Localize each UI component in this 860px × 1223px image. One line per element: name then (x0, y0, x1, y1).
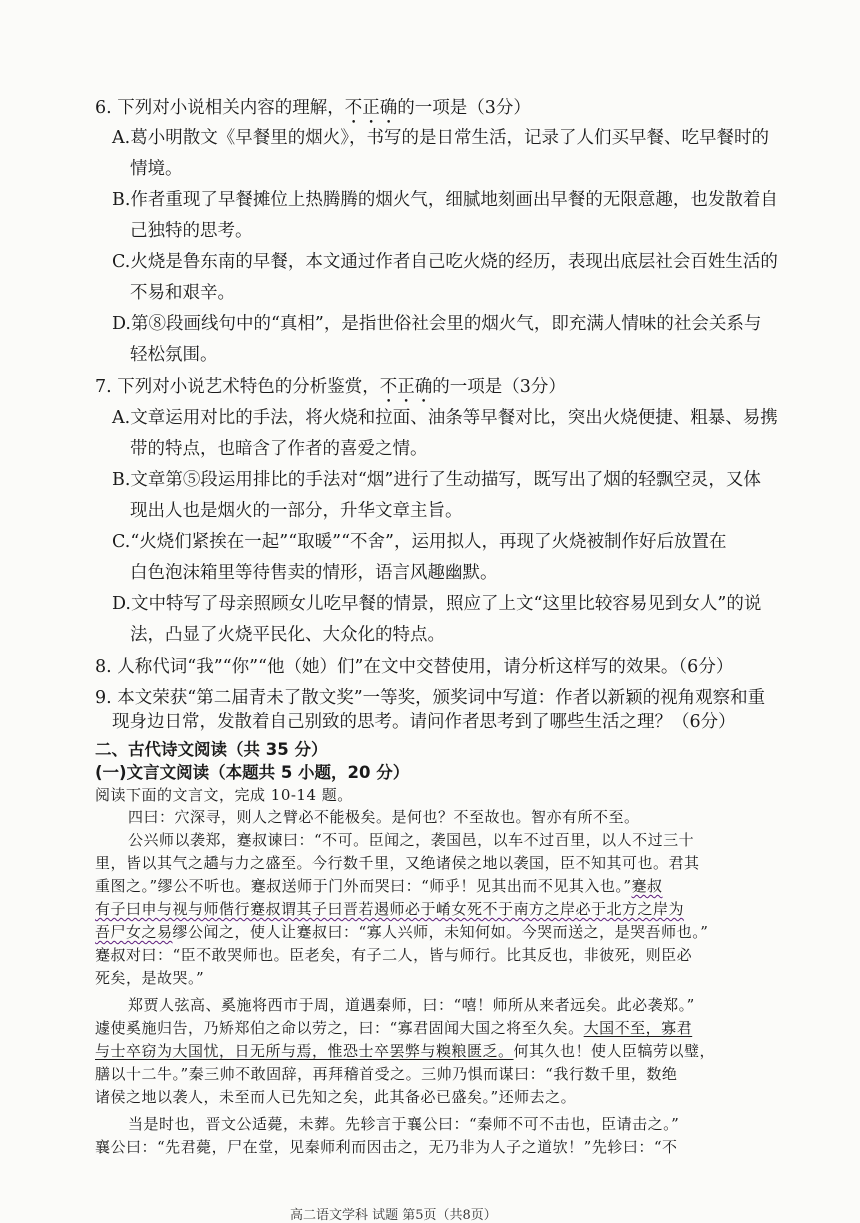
q6-stem-text: 6. 下列对小说相关内容的理解， (95, 98, 345, 118)
underlined-text: 大国不至，寡君 (583, 1019, 693, 1037)
q6-option-b-cont: 己独特的思考。 (130, 221, 253, 241)
passage-line: 里，皆以其气之趫与力之盛至。今行数千里，又绝诸侯之地以袭国，臣不知其可也。君其 (95, 854, 700, 872)
q6-option-a: A.葛小明散文《早餐里的烟火》，书写的是日常生活，记录了人们买早餐、吃早餐时的 (112, 128, 769, 148)
passage-line (95, 1017, 692, 1039)
page-footer: 高二语文学科 试题 第5页（共8页） (290, 1208, 497, 1223)
q6-option-a-cont: 情境。 (130, 159, 183, 179)
wavy-underlined-text: 有子曰申与视与师偕行蹇叔谓其子曰晋若遏师必于崤女死不于南方之岸必于北方之岸为 (95, 900, 685, 918)
q6-option-c: C.火烧是鲁东南的早餐，本文通过作者自己吃火烧的经历，表现出底层社会百姓生活的 (112, 252, 778, 272)
passage-text: 缪公闻之，使人让蹇叔曰：“寡人兴师，未知何如。今哭而送之，是哭吾师也。” (172, 923, 709, 941)
passage-line (95, 921, 708, 943)
q9-stem: 9. 本文荣获“第二届青未了散文奖”一等奖，颁奖词中写道：作者以新颖的视角观察和重 (95, 688, 766, 708)
q7-option-b-cont: 现出人也是烟火的一部分，升华文章主旨。 (130, 501, 463, 521)
subsection-heading: (一)文言文阅读（本题共 5 小题，20 分） (95, 763, 410, 782)
q7-stem (95, 375, 566, 407)
q7-stem-text: 7. 下列对小说艺术特色的分析鉴赏， (95, 377, 380, 397)
passage-text: 何其久也！使人臣犒劳以璧， (513, 1042, 716, 1060)
passage-line: 膳以十二牛。”秦三帅不敢固辞，再拜稽首受之。三帅乃惧而谋曰：“我行数千里，数绝 (95, 1065, 678, 1083)
passage-text: 遽使奚施归告，乃矫郑伯之命以劳之，曰：“寡君固闻大国之将至久矣。 (95, 1019, 584, 1037)
underlined-text: 与士卒窃为大国忧，日无所与焉，惟恐士卒罢弊与糗粮匮乏。 (95, 1042, 514, 1060)
passage-line: 当是时也，晋文公适薨，未葬。先轸言于襄公曰：“秦师不可不击也，臣请击之。” (128, 1115, 680, 1133)
q7-option-c: C.“火烧们紧挨在一起”“取暖”“不舍”，运用拟人，再现了火烧被制作好后放置在 (112, 532, 727, 552)
passage-line: 四曰：穴深寻，则人之臂必不能极矣。是何也？不至故也。智亦有所不至。 (128, 808, 640, 826)
passage-line: 公兴师以袭郑，蹇叔谏曰：“不可。臣闻之，袭国邑，以车不过百里，以人不过三十 (128, 831, 695, 849)
q7-option-c-cont: 白色泡沫箱里等待售卖的情形，语言风趣幽默。 (130, 563, 498, 583)
q6-option-d-cont: 轻松氛围。 (130, 345, 218, 365)
q6-emphasis: 不正确 (344, 98, 398, 118)
q7-emphasis: 不正确 (379, 377, 433, 397)
q7-option-d: D.文中特写了母亲照顾女儿吃早餐的情景，照应了上文“这里比较容易见到女人”的说 (112, 594, 762, 614)
q7-option-a-cont: 带的特点，也暗含了作者的喜爱之情。 (130, 439, 428, 459)
wavy-underlined-text: 吾尸女之易 (95, 923, 173, 941)
q8-stem: 8. 人称代词“我”“你”“他（她）们”在文中交替使用，请分析这样写的效果。（6分） (95, 657, 734, 677)
passage-line: 死矣，是故哭。” (95, 969, 205, 987)
passage-line: 襄公曰：“先君薨，尸在堂，见秦师利而因击之，无乃非为人子之道欤！”先轸曰：“不 (95, 1138, 678, 1156)
q6-option-d: D.第⑧段画线句中的“真相”，是指世俗社会里的烟火气，即充满人情味的社会关系与 (112, 314, 762, 334)
q6-option-c-cont: 不易和艰辛。 (130, 283, 235, 303)
q7-score: 的一项是（3分） (432, 377, 566, 397)
passage-line: 蹇叔对曰：“臣不敢哭师也。臣老矣，有子二人，皆与师行。比其反也，非彼死，则臣必 (95, 946, 693, 964)
passage-text: 重图之。”缪公不听也。蹇叔送师于门外而哭曰：“师乎！见其出而不见其入也。” (95, 877, 632, 895)
wavy-underlined-text: 蹇叔 (631, 877, 663, 895)
passage-line (95, 898, 684, 920)
reading-instruction: 阅读下面的文言文，完成 10-14 题。 (95, 786, 353, 804)
q7-option-a: A.文章运用对比的手法，将火烧和拉面、油条等早餐对比，突出火烧便捷、粗暴、易携 (112, 408, 778, 428)
q9-stem-cont: 现身边日常，发散着自己别致的思考。请问作者思考到了哪些生活之理？（6分） (112, 712, 736, 732)
q6-stem (95, 96, 531, 128)
section-heading: 二、古代诗文阅读（共 35 分） (95, 740, 328, 759)
passage-line (95, 875, 663, 897)
q6-option-b: B.作者重现了早餐摊位上热腾腾的烟火气，细腻地刻画出早餐的无限意趣，也发散着自 (112, 190, 778, 210)
passage-line (95, 1040, 715, 1062)
q7-option-b: B.文章第⑤段运用排比的手法对“烟”进行了生动描写，既写出了烟的轻飘空灵，又体 (112, 470, 761, 490)
q6-score: 的一项是（3分） (397, 98, 531, 118)
q7-option-d-cont: 法，凸显了火烧平民化、大众化的特点。 (130, 625, 445, 645)
passage-line: 诸侯之地以袭人，未至而人已先知之矣，此其备必已盛矣。”还师去之。 (95, 1088, 577, 1106)
passage-line: 郑贾人弦高、奚施将西市于周，道遇秦师，曰：“嘻！师所从来者远矣。此必袭郑。” (128, 996, 695, 1014)
